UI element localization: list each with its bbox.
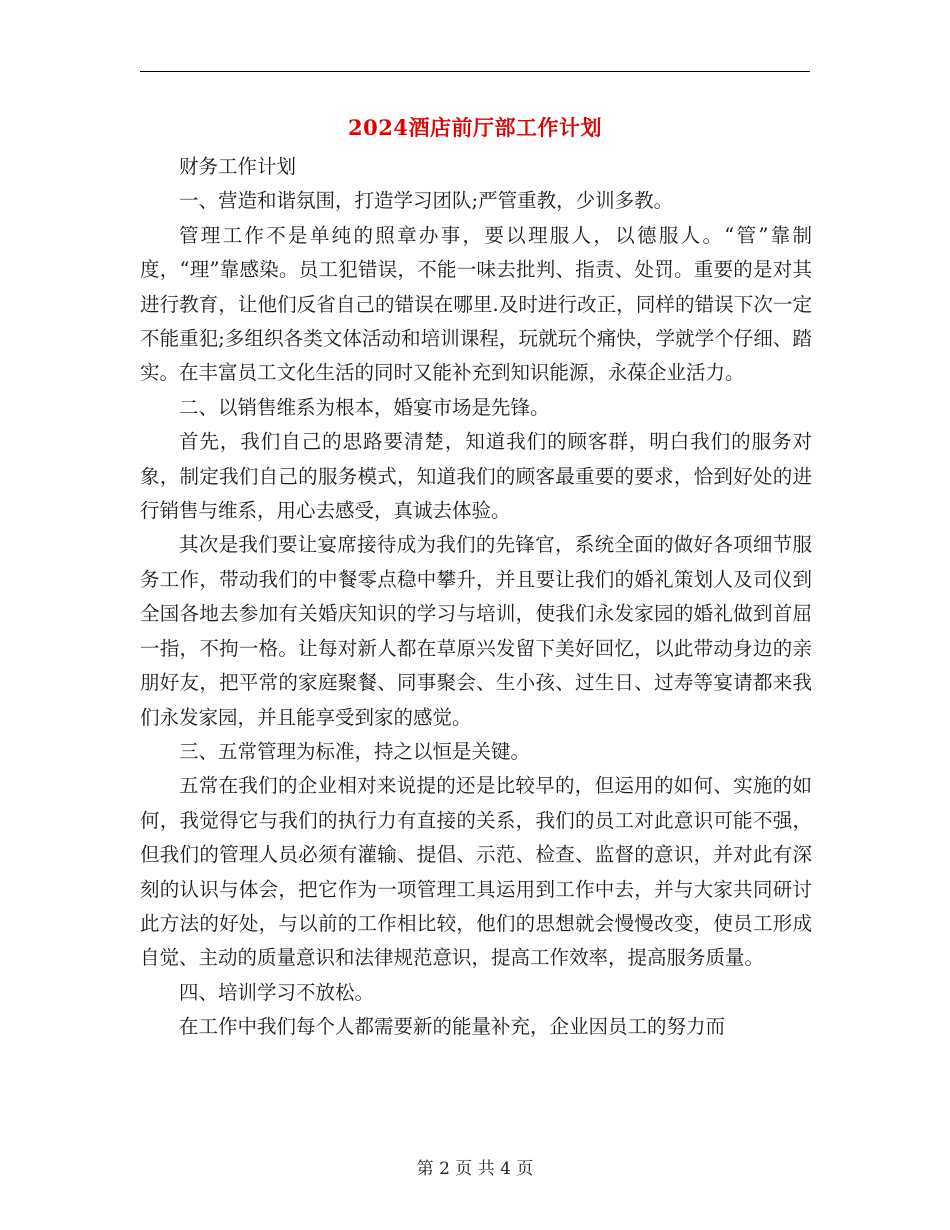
paragraph-heading-1: 一、营造和谐氛围，打造学习团队;严管重教，少训多教。 (179, 189, 674, 213)
document-body (140, 150, 812, 1045)
paragraph-heading-3: 三、五常管理为标准，持之以恒是关键。 (179, 739, 531, 763)
header-rule (140, 71, 810, 72)
paragraph-body-1: 管理工作不是单纯的照章办事，要以理服人，以德服人。“管”靠制度，“理”靠感染。员工犯错误，不能一味去批判、指责、处罚。重要的是对其进行教育，让他们反省自己的错误在哪里.及时进行改正，同样的错误下次一定不能重犯;多组织各类文体活动和培训课程，玩就玩个痛快，学就学个仔细、踏实。在丰富员工文化生活的同时又能补充到知识能源，永葆企业活力。 (140, 223, 812, 385)
paragraph-heading-2: 二、以销售维系为根本，婚宴市场是先锋。 (179, 395, 550, 419)
paragraph-heading-4: 四、培训学习不放松。 (179, 980, 375, 1004)
paragraph-body-2a: 首先，我们自己的思路要清楚，知道我们的顾客群，明白我们的服务对象，制定我们自己的服务模式，知道我们的顾客最重要的要求，恰到好处的进行销售与维系，用心去感受，真诚去体验。 (140, 430, 812, 523)
paragraph-body-3: 五常在我们的企业相对来说提的还是比较早的，但运用的如何、实施的如何，我觉得它与我们的执行力有直接的关系，我们的员工对此意识可能不强，但我们的管理人员必须有灌输、提倡、示范、检查、监督的意识，并对此有深刻的认识与体会，把它作为一项管理工具运用到工作中去，并与大家共同研讨此方法的好处，与以前的工作相比较，他们的思想就会慢慢改变，使员工形成自觉、主动的质量意识和法律规范意识，提高工作效率，提高服务质量。 (140, 774, 812, 970)
page-number-footer: 第 2 页 共 4 页 (416, 1159, 534, 1179)
paragraph-body-4: 在工作中我们每个人都需要新的能量补充，企业因员工的努力而 (179, 1015, 726, 1039)
paragraph-body-2b: 其次是我们要让宴席接待成为我们的先锋官，系统全面的做好各项细节服务工作，带动我们的中餐零点稳中攀升，并且要让我们的婚礼策划人及司仪到全国各地去参加有关婚庆知识的学习与培训，使我们永发家园的婚礼做到首屈一指，不拘一格。让每对新人都在草原兴发留下美好回忆，以此带动身边的亲朋好友，把平常的家庭聚餐、同事聚会、生小孩、过生日、过寿等宴请都来我们永发家园，并且能享受到家的感觉。 (140, 533, 812, 729)
document-title: 2024酒店前厅部工作计划 (348, 115, 602, 140)
paragraph-section-heading: 财务工作计划 (179, 155, 297, 178)
